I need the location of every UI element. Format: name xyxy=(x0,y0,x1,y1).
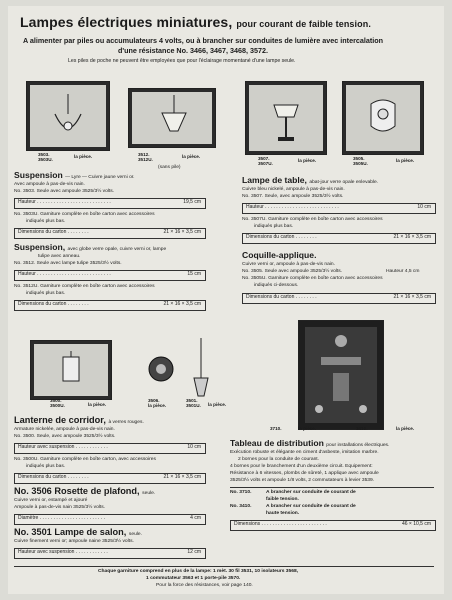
section-title-lampe-salon: No. 3501 Lampe de salon, seule. xyxy=(14,527,142,537)
chandelier-illustration xyxy=(45,94,91,144)
header-line-4: Les piles de poche ne peuvent être employées que pour l'éclairage momentané d'une lampe seule. xyxy=(68,58,296,64)
text-line: Cuivre verni or, ampoule à pas-de-vis nain. xyxy=(242,262,335,267)
text-line: indiqués plus bas. xyxy=(26,464,66,469)
text-line: No. 3512. Seule avec lampe tulipe 3525/3½ volts. xyxy=(14,261,122,266)
page-title: Lampes électriques miniatures, pour courant de faible tension. xyxy=(20,14,371,30)
product-image-3505 xyxy=(342,81,424,155)
text-line: No. 3410. xyxy=(230,504,252,509)
header-line-3: d'une résistance No. 3466, 3467, 3468, 3572. xyxy=(118,46,268,55)
code-3500: 3500. 3500U. xyxy=(50,398,65,408)
text-line: Armature nickelée, ampoule à pas-de-vis nain. xyxy=(14,427,115,432)
product-image-3507 xyxy=(245,81,327,155)
spec-box-height: Hauteur . . . . . . . . . . . . . . . . . . . . . . . . . . . 10 cm xyxy=(242,203,436,214)
spec-box-height: Hauteur avec suspension . . . . . . . . . . . . 10 cm xyxy=(14,443,206,454)
product-image-3503 xyxy=(26,81,110,151)
section-title-suspension-globe: Suspension, avec globe verre opale, cuivre verni or, lampe xyxy=(14,242,167,252)
text-line: Avec ampoule à pas-de-vis nain. xyxy=(14,182,85,187)
header-line-2: A alimenter par piles ou accumulateurs 4 volts, ou à brancher sur conduites de lumière avec intercalation xyxy=(23,36,384,45)
salon-lamp-image-3501 xyxy=(186,338,216,402)
code-3505: 3505. 3505U. xyxy=(353,156,368,166)
caption-3501: la pièce. xyxy=(208,402,227,407)
text-line: indiqués plus bas. xyxy=(254,224,294,229)
text-line: No. 3505. Seule avec ampoule 3525/3½ volts. xyxy=(242,269,343,274)
section-title-lanterne: Lanterne de corridor, à verres rouges. xyxy=(14,415,144,425)
section-title-lampe-table: Lampe de table, abat-jour verre opale enlevable. xyxy=(242,175,379,185)
spec-box-height: Hauteur . . . . . . . . . . . . . . . . . . . . . . . . . . . 19,5 cm xyxy=(14,198,206,209)
text-line: Hauteur 4,5 cm xyxy=(386,269,420,274)
text-line: No. 3512U. Garniture complète en boîte carton avec accessoires xyxy=(14,284,155,289)
caption-3512: la pièce. xyxy=(182,154,201,159)
lantern-illustration xyxy=(53,351,89,391)
caption-3505: la pièce. xyxy=(396,158,415,163)
text-line: No. 3500U. Garniture complète en boîte carton, avec accessoires xyxy=(14,457,156,462)
spec-box-dimensions: Dimensions . . . . . . . . . . . . . . . . . . . . . . . . 46 × 10,5 cm xyxy=(230,520,436,531)
section-title-rosette: No. 3506 Rosette de plafond, seule. xyxy=(14,486,156,496)
text-line: A brancher sur conduite de courant de xyxy=(266,504,356,509)
code-3410: 3410. xyxy=(356,426,368,431)
hanging-lamp-illustration xyxy=(154,95,194,143)
text-line: Cuivre verni or, estampé et ajouré xyxy=(14,498,88,503)
code-3506: 3506. la pièce. xyxy=(148,398,167,408)
text-line: indiqués plus bas. xyxy=(26,291,66,296)
text-line: No. 3503. Seule avec ampoule 3525/3½ volts. xyxy=(14,189,115,194)
spec-box-height: Hauteur avec suspension . . . . . . . . . . . . 12 cm xyxy=(14,548,206,559)
text-line: 3525/3½ volts et ampoule 1/8 volts, 2 commutateurs à levier 3539. xyxy=(230,478,375,483)
caption-3500: la pièce. xyxy=(88,402,107,407)
footer-line-3: Pour la force des résistances, voir page 140. xyxy=(156,583,253,588)
text-line: Exécution robuste et élégante en ciment d'asbeste, imitation marbre. xyxy=(230,450,379,455)
spec-box-diameter: Diamètre . . . . . . . . . . . . . . . . . . . . . . . . 4 cm xyxy=(14,514,206,525)
text-line: No. 3500. Seule, avec ampoule 3525/3½ volts. xyxy=(14,434,116,439)
spec-box-carton: Dimensions du carton . . . . . . . . 21 × 16 × 3,5 cm xyxy=(242,233,436,244)
text-line: Cuivre bleu nickelé, ampoule à pas-de-vis nain. xyxy=(242,187,345,192)
catalog-page xyxy=(8,6,444,594)
spec-box-carton: Dimensions du carton . . . . . . . . 21 × 16 × 3,5 cm xyxy=(14,228,206,239)
text-line: No. 3505U. Garniture complète en boîte carton avec accessoires xyxy=(242,276,383,281)
spec-box-carton: Dimensions du carton . . . . . . . . 21 × 16 × 3,5 cm xyxy=(14,473,206,484)
product-image-3710 xyxy=(298,320,384,430)
spec-box-carton: Dimensions du carton . . . . . . . . 21 × 16 × 3,5 cm xyxy=(14,300,206,311)
text-line: haute tension. xyxy=(266,511,300,516)
text-line: Cuivre finement verni or; ampoule naine 3525/3½ volts. xyxy=(14,539,134,544)
code-3710: 3710. xyxy=(270,426,282,431)
text-line: No. 3503U. Garniture complète en boîte carton avec accessoires xyxy=(14,212,155,217)
caption-3503: la pièce. xyxy=(74,154,93,159)
spec-box-height: Hauteur . . . . . . . . . . . . . . . . . . . . . . . . . . . 15 cm xyxy=(14,270,206,281)
code-3503: 3503. 3503U. xyxy=(38,152,53,162)
text-line: Résistance à 6 vitesses, plombs de sûreté, 1 applique avec ampoule xyxy=(230,471,379,476)
product-image-3500 xyxy=(30,340,112,400)
note-3512: (sans pile) xyxy=(158,165,181,170)
footer-divider xyxy=(14,566,434,567)
section-title-tableau: Tableau de distribution pour installations électriques. xyxy=(230,438,390,448)
wall-sconce-illustration xyxy=(365,96,401,140)
text-line: tulipe avec anneau. xyxy=(38,254,81,259)
section-title-coquille: Coquille-applique. xyxy=(242,250,317,260)
text-line: A brancher sur conduite de courant de xyxy=(266,490,356,495)
caption-3507: la pièce. xyxy=(298,158,317,163)
rosette-image-3506 xyxy=(146,354,176,384)
code-3512: 3512. 3512U. xyxy=(138,152,153,162)
text-line: indiqués ci-dessous. xyxy=(254,283,299,288)
text-line: 4 bornes pour le branchement d'un deuxième circuit. Equipement: xyxy=(230,464,373,469)
text-line: 2 bornes pour la conduite de courant. xyxy=(238,457,320,462)
spec-box-carton: Dimensions du carton . . . . . . . . 21 × 16 × 3,5 cm xyxy=(242,293,436,304)
table-lamp-illustration xyxy=(266,97,306,145)
text-line: faible tension. xyxy=(266,497,299,502)
code-3501: 3501. 3501U. xyxy=(186,398,201,408)
product-image-3512 xyxy=(128,88,216,148)
code-3507: 3507. 3507U. xyxy=(258,156,273,166)
caption-3410: la pièce. xyxy=(396,426,415,431)
footer-line-2: 1 commutateur 3563 et 1 porte-pile 3570. xyxy=(146,576,241,581)
text-line: indiqués plus bas. xyxy=(26,219,66,224)
text-line: No. 3507. Seule, avec ampoule 3525/3½ volts. xyxy=(242,194,344,199)
footer-line-1: Chaque garniture comprend en plus de la lampe: 1 mèt. 30 fil 3531, 10 isolateurs 3568, xyxy=(98,569,299,574)
distribution-board-illustration xyxy=(305,327,377,423)
text-line: No. 3507U. Garniture complète en boîte carton avec accessoires xyxy=(242,217,383,222)
divider xyxy=(230,487,434,488)
text-line: Ampoule à pas-de-vis nain 3525/3½ volts. xyxy=(14,505,106,510)
section-title-suspension-lyre: Suspension — Lyre — Cuivre jaune verni or. xyxy=(14,170,135,180)
text-line: No. 3710. xyxy=(230,490,252,495)
caption-3710: la pièce. xyxy=(298,426,317,431)
